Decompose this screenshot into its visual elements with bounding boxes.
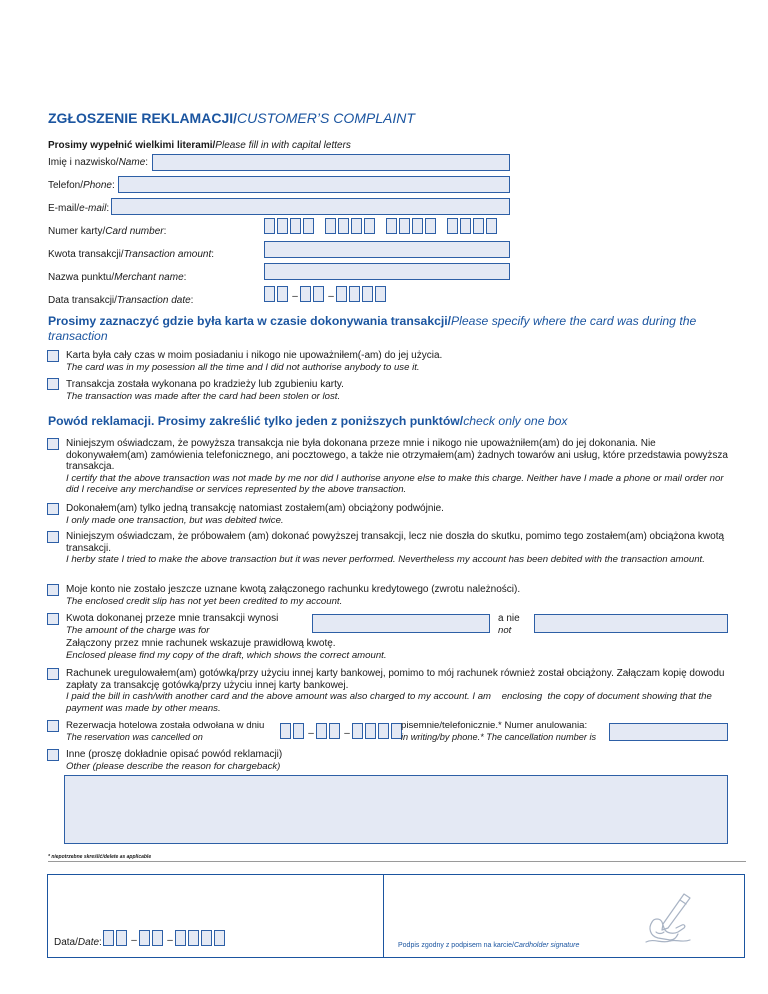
reason-option-8-checkbox[interactable] — [47, 749, 59, 761]
signature-date-field[interactable]: – – — [103, 930, 227, 946]
email-field[interactable] — [111, 198, 510, 215]
reason-option-2-checkbox[interactable] — [47, 503, 59, 515]
signature-divider — [383, 875, 384, 957]
fill-instruction: Prosimy wypełnić wielkimi literami/Please fill in with capital letters — [48, 140, 351, 151]
date-label: Data transakcji/Transaction date: — [48, 295, 194, 306]
page-title: ZGŁOSZENIE REKLAMACJI/CUSTOMER’S COMPLAINT — [48, 110, 415, 126]
reason-option-1-checkbox[interactable] — [47, 438, 59, 450]
cancellation-date-field[interactable]: – – — [280, 723, 404, 739]
reason-option-4: Moje konto nie zostało jeszcze uznane kwotą załączonego rachunku kredytowego (zwrotu należności). The enclosed credit slip has not yet been credited to my account. — [66, 584, 521, 607]
name-field[interactable] — [152, 154, 510, 171]
reason-option-5-text: Kwota dokonanej przeze mnie transakcji wynosi The amount of the charge was for — [66, 613, 279, 636]
card-location-option-1-checkbox[interactable] — [47, 350, 59, 362]
cancellation-number-field[interactable] — [609, 723, 728, 741]
reason-heading: Powód reklamacji. Prosimy zakreślić tylko jeden z poniższych punktów/check only one box — [48, 414, 568, 428]
reason-option-6-checkbox[interactable] — [47, 668, 59, 680]
merchant-label: Nazwa punktu/Merchant name: — [48, 272, 187, 283]
email-label: E-mail/e-mail: — [48, 203, 110, 214]
footnote-divider — [48, 861, 746, 862]
reason-option-4-checkbox[interactable] — [47, 584, 59, 596]
card-number-field[interactable] — [264, 218, 499, 234]
reason-option-5-enclosed: Załączony przez mnie rachunek wskazuje prawidłową kwotę. Enclosed please find my copy of the draft, which shows the correct amount. — [66, 638, 387, 661]
reason-option-7-text: Rezerwacja hotelowa została odwołana w dniu The reservation was cancelled on — [66, 720, 265, 742]
correct-amount-field[interactable] — [534, 614, 728, 633]
reason-option-5-checkbox[interactable] — [47, 613, 59, 625]
amount-label: Kwota transakcji/Transaction amount: — [48, 249, 215, 260]
reason-option-5-not: a nie not — [498, 613, 520, 636]
hand-writing-icon — [640, 888, 700, 948]
reason-option-7-cancel-text: pisemnie/telefonicznie.* Numer anulowania: in writing/by phone.* The cancellation number is — [401, 720, 597, 742]
reason-option-7-checkbox[interactable] — [47, 720, 59, 732]
card-location-option-1: Karta była cały czas w moim posiadaniu i nikogo nie upoważniłem(-am) do jej użycia. The card was in my posession all the time and I did not authorise anybody to use it. — [66, 350, 443, 373]
reason-option-1: Niniejszym oświadczam, że powyższa transakcja nie była dokonana przeze mnie i nikogo nie upoważniłem(am) do jej dokonania. Nie dokonywałem(am) zamówienia telefonicznego, ani pocztowego, a także nie otrzymałem(am) żadnych towarów ani usług, które przedstawia powyższa transakcja. I certify that the above transaction was not made by me nor did I authorise anyone else to make this charge. Neither have I made a phone or mail order nor did I receive any merchandise or services represented by the above transaction. — [66, 438, 728, 495]
reason-option-8: Inne (proszę dokładnie opisać powód reklamacji) Other (please describe the reason for chargeback) — [66, 749, 283, 772]
phone-label: Telefon/Phone: — [48, 180, 115, 191]
other-reason-textarea[interactable] — [64, 775, 728, 844]
name-label: Imię i nazwisko/Name: — [48, 157, 149, 168]
amount-field[interactable] — [264, 241, 510, 258]
signature-date-label: Data/Date: — [54, 937, 102, 948]
card-location-option-2-checkbox[interactable] — [47, 378, 59, 390]
reason-option-6: Rachunek uregulowałem(am) gotówką/przy użyciu innej karty bankowej, pomimo to mój rachunek również został obciążony. Załączam kopię dowodu zapłaty za transakcję gotówką/przy użyciu innej karty bankowej. I paid the bill in cash/with another card and the above amount was also charged to my account. I am enclosing the copy of document showing that the payment was made by other means. — [66, 668, 725, 714]
card-location-heading: Prosimy zaznaczyć gdzie była karta w czasie dokonywania transakcji/Please specify where the card was during the transaction — [48, 314, 697, 343]
merchant-field[interactable] — [264, 263, 510, 280]
footnote: * niepotrzebne skreślić/delete as applicable — [48, 854, 152, 860]
card-location-option-2: Transakcja została wykonana po kradzieży lub zgubieniu karty. The transaction was made after the card had been stolen or lost. — [66, 379, 344, 402]
reason-option-2: Dokonałem(am) tylko jedną transakcję natomiast zostałem(am) obciążony podwójnie. I only made one transaction, but was debited twice. — [66, 503, 444, 526]
phone-field[interactable] — [118, 176, 510, 193]
card-number-label: Numer karty/Card number: — [48, 226, 167, 237]
transaction-date-field[interactable]: – – — [264, 286, 388, 302]
reason-option-3-checkbox[interactable] — [47, 531, 59, 543]
charged-amount-field[interactable] — [312, 614, 490, 633]
signature-label: Podpis zgodny z podpisem na karcie/Cardholder signature — [398, 942, 580, 949]
reason-option-3: Niniejszym oświadczam, że próbowałem (am) dokonać powyższej transakcji, lecz nie doszła do skutku, pomimo tego zostałem(am) obciążona kwotą transakcji. I herby state I tried to make the above transaction but it was never performed. Nevertheless my account has been debited with the transaction amount. — [66, 531, 725, 565]
